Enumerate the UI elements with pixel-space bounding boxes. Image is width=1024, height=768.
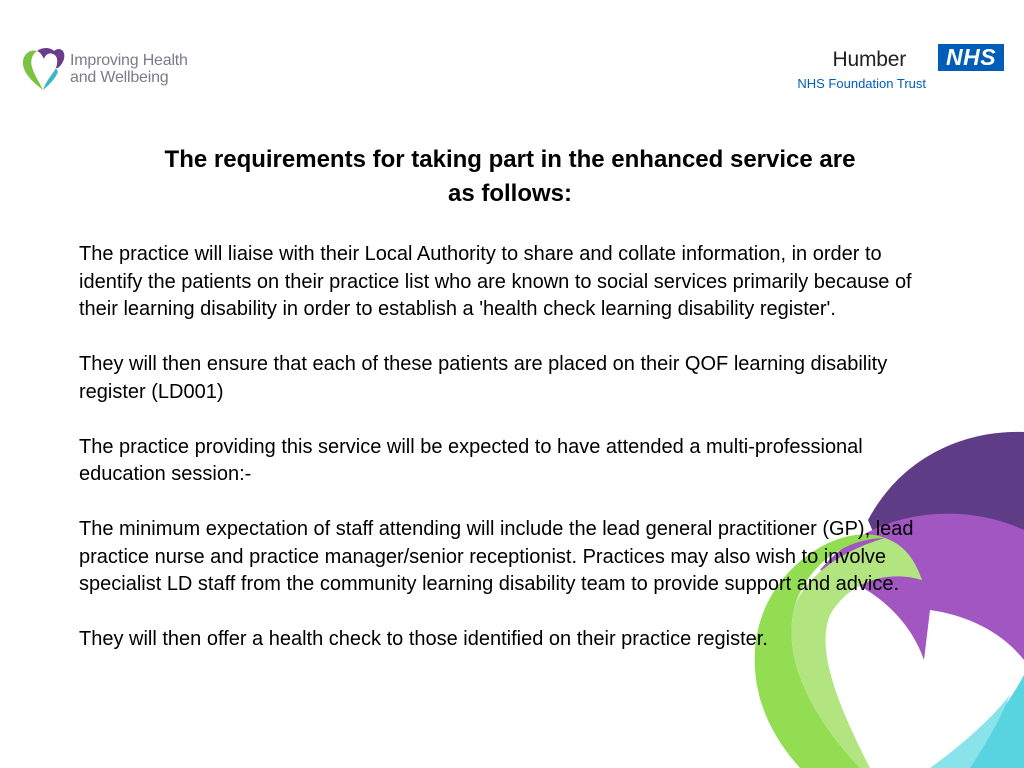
humber-nhs-logo	[764, 44, 1004, 96]
paragraph: The practice providing this service will be expected to have attended a multi-professional education session:-	[79, 435, 863, 485]
paragraph: The minimum expectation of staff attending will include the lead general practitioner (GP), lead practice nurse and practice manager/senior receptionist. Practices may also wish to involve specialist LD staff from the community learning disability team to provide support and advice.	[79, 518, 914, 595]
paragraph: They will then offer a health check to those identified on their practice register.	[79, 628, 768, 650]
org-name: Humber	[832, 48, 906, 71]
logo-text-line1: Improving Health	[70, 52, 188, 69]
trust-name: NHS Foundation Trust	[797, 76, 926, 91]
heart-logo-icon	[20, 45, 66, 93]
body-text	[79, 241, 949, 654]
paragraph: The practice will liaise with their Local Authority to share and collate information, in order to identify the patients on their practice list who are known to social services primarily because of their learning disability in order to establish a 'health check learning disability register'.	[79, 243, 912, 320]
improving-health-logo	[20, 44, 188, 94]
page-title: The requirements for taking part in the enhanced service are as follows:	[164, 146, 856, 207]
logo-text-line2: and Wellbeing	[70, 69, 169, 86]
nhs-mark: NHS	[938, 44, 1004, 71]
paragraph: They will then ensure that each of these patients are placed on their QOF learning disability register (LD001)	[79, 353, 888, 403]
